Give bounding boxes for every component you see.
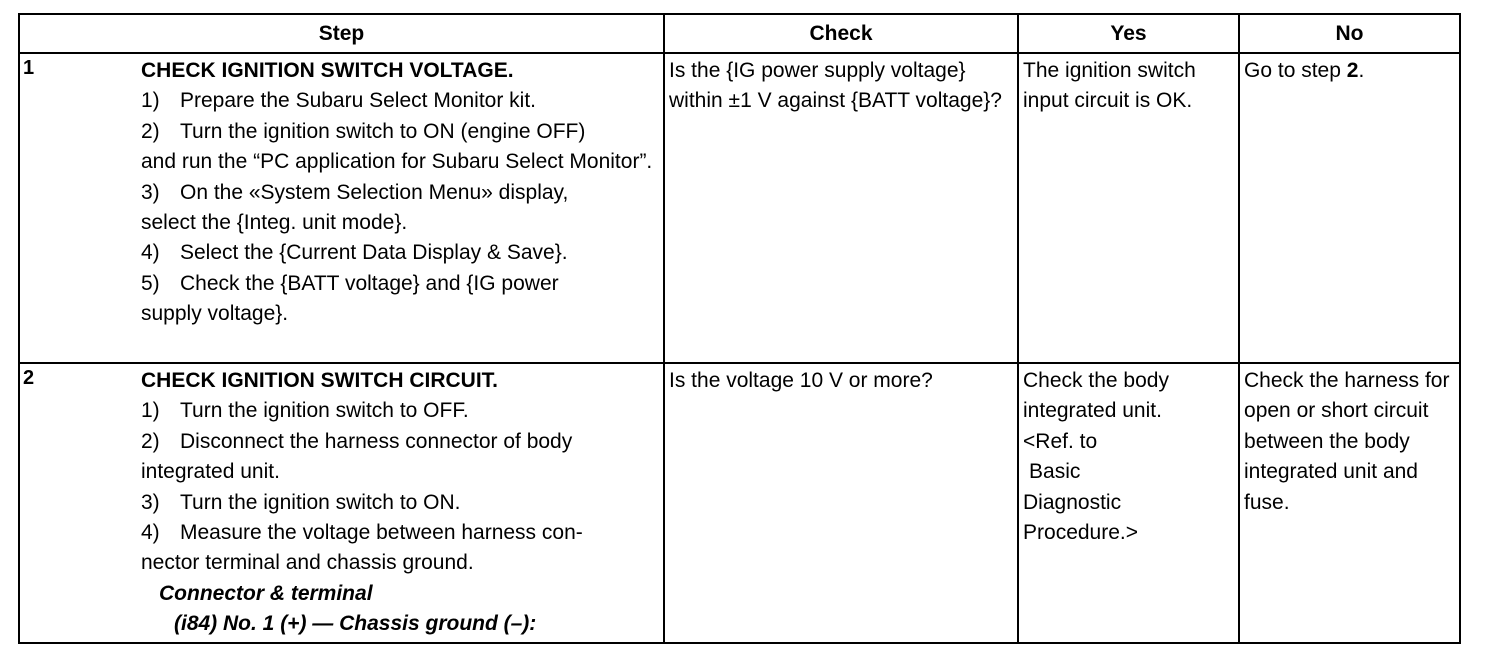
header-no: No — [1239, 14, 1460, 53]
table-row-step-2 — [19, 363, 1460, 643]
substep-continuation: select the {Integ. unit mode}. — [141, 211, 408, 235]
connector-label: Connector & terminal — [159, 581, 373, 605]
connector-value: (i84) No. 1 (+) — Chassis ground (–): — [174, 612, 537, 636]
substep: 3) Turn the ignition switch to ON. — [141, 490, 461, 514]
step-title: CHECK IGNITION SWITCH CIRCUIT. — [141, 369, 498, 392]
no-cell: Go to step 2. — [1239, 53, 1460, 363]
step-description — [141, 53, 664, 363]
substep-continuation: and run the “PC application for Subaru Select Monitor”. — [141, 150, 653, 174]
substep: 4) Measure the voltage between harness con- — [141, 521, 583, 545]
no-cell: Check the harness for open or short circuit between the body integrated unit and fuse. — [1239, 363, 1460, 643]
check-cell: Is the {IG power supply voltage} within ±1 V against {BATT voltage}? — [664, 53, 1018, 363]
substep: 5) Check the {BATT voltage} and {IG power — [141, 271, 559, 295]
diagnostic-table — [18, 13, 1461, 644]
header-yes: Yes — [1018, 14, 1239, 53]
step-number: 1 — [19, 53, 141, 363]
substep: 4) Select the {Current Data Display & Save}. — [141, 241, 568, 265]
go-to-step-number: 2 — [1346, 59, 1359, 82]
header-step: Step — [19, 14, 664, 53]
header-check: Check — [664, 14, 1018, 53]
table-row-step-1 — [19, 53, 1460, 363]
substep: 2) Disconnect the harness connector of body — [141, 429, 573, 453]
substep: 1) Prepare the Subaru Select Monitor kit. — [141, 89, 537, 113]
check-cell: Is the voltage 10 V or more? — [664, 363, 1018, 643]
yes-cell: Check the body integrated unit. <Ref. to Basic Diagnostic Procedure.> — [1018, 363, 1239, 643]
step-number: 2 — [19, 363, 141, 643]
substep-continuation: supply voltage}. — [141, 302, 289, 326]
header-row — [19, 14, 1460, 53]
substep: 2) Turn the ignition switch to ON (engine OFF) — [141, 119, 586, 143]
step-title: CHECK IGNITION SWITCH VOLTAGE. — [141, 59, 514, 82]
yes-cell: The ignition switch input circuit is OK. — [1018, 53, 1239, 363]
substep: 3) On the «System Selection Menu» display, — [141, 180, 569, 204]
step-description — [141, 363, 664, 643]
substep: 1) Turn the ignition switch to OFF. — [141, 399, 469, 423]
substep-continuation: nector terminal and chassis ground. — [141, 551, 474, 575]
substep-continuation: integrated unit. — [141, 460, 280, 484]
